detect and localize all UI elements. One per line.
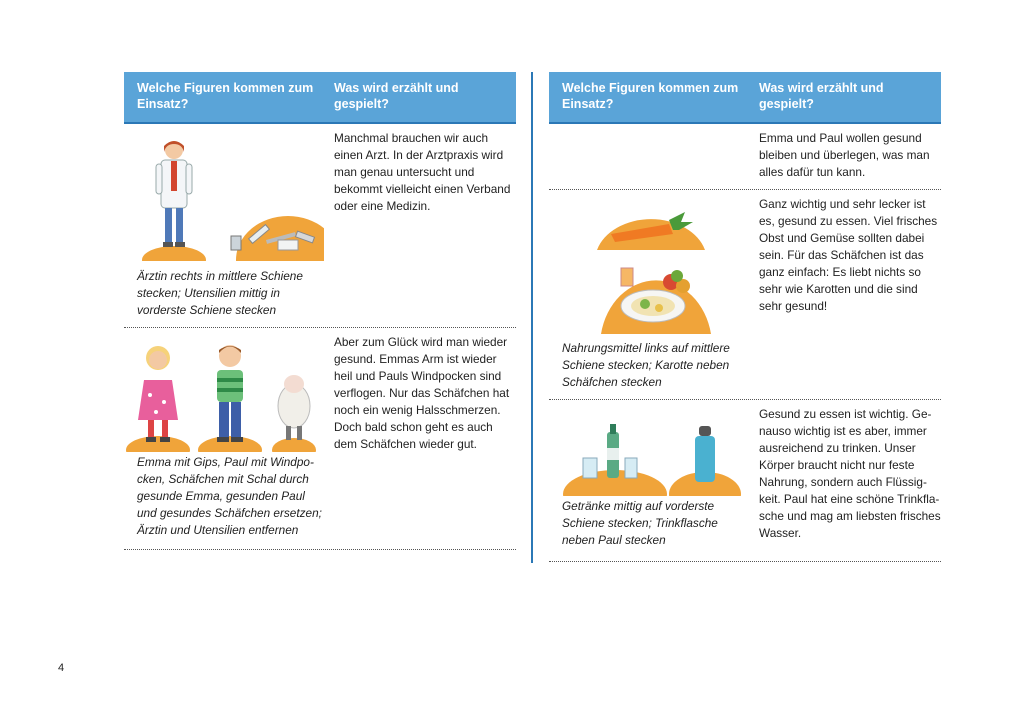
table-row [549,124,941,190]
table-header [549,72,941,124]
drinks-illustration [563,414,743,496]
right-table [549,72,941,562]
left-table [124,72,516,550]
header-figures: Welche Figuren kommen zum Einsatz? [137,81,314,111]
page-number: 4 [58,662,65,674]
table-header [124,72,516,124]
table-row [549,190,941,400]
story-text: Gesund zu essen ist wichtig. Ge-nauso wichtig ist es aber, immer ausreichend zu trinken. Unser Körper braucht nicht nur feste Nahrung, sondern auch Flüssig-keit. Paul hat eine schöne Trinkfla-sche und mag am liebsten frisches Wasser. [759,407,941,540]
story-text: Aber zum Glück wird man wieder gesund. Emmas Arm ist wieder heil und Pauls Windpocken sind verflogen. Nur das Schäfchen hat noch ein wenig Halsschmerzen. Doch bald schon geht es auch dem Schäfchen wieder gut. [334,335,510,451]
food-illustration [593,208,717,336]
doctor-illustration [138,136,324,261]
figure-caption: Emma mit Gips, Paul mit Windpo-cken, Schäfchen mit Schal durch gesunde Emma, gesunden Paul und gesundes Schäfchen ersetzen; Ärztin und Utensilien entfernen [137,455,322,537]
header-story: Was wird erzählt und gespielt? [334,81,459,111]
figure-caption: Ärztin rechts in mittlere Schiene stecken; Utensilien mittig in vorderste Schiene stecken [137,269,303,317]
column-divider [531,72,533,563]
figure-caption: Nahrungsmittel links auf mittlere Schiene stecken; Karotte neben Schäfchen stecken [562,341,730,389]
header-figures: Welche Figuren kommen zum Einsatz? [562,81,739,111]
header-story: Was wird erzählt und gespielt? [759,81,884,111]
table-row [124,328,516,550]
story-text: Ganz wichtig und sehr lecker ist es, gesund zu essen. Viel frisches Obst und Gemüse sollten dabei sein. Für das Schäfchen ist das ganz einfach: Es liebt nichts so sehr wie Karotten und die sind sehr gesund! [759,197,938,313]
story-text: Emma und Paul wollen gesund bleiben und überlegen, was man alles dafür tun kann. [759,131,930,179]
children-sheep-illustration [126,340,322,452]
story-text: Manchmal brauchen wir auch einen Arzt. In der Arztpraxis wird man genau untersucht und bekommt vielleicht einen Verband oder eine Medizin. [334,131,511,213]
table-row [124,124,516,328]
figure-caption: Getränke mittig auf vorderste Schiene stecken; Trinkflasche neben Paul stecken [562,499,718,547]
table-row [549,400,941,562]
